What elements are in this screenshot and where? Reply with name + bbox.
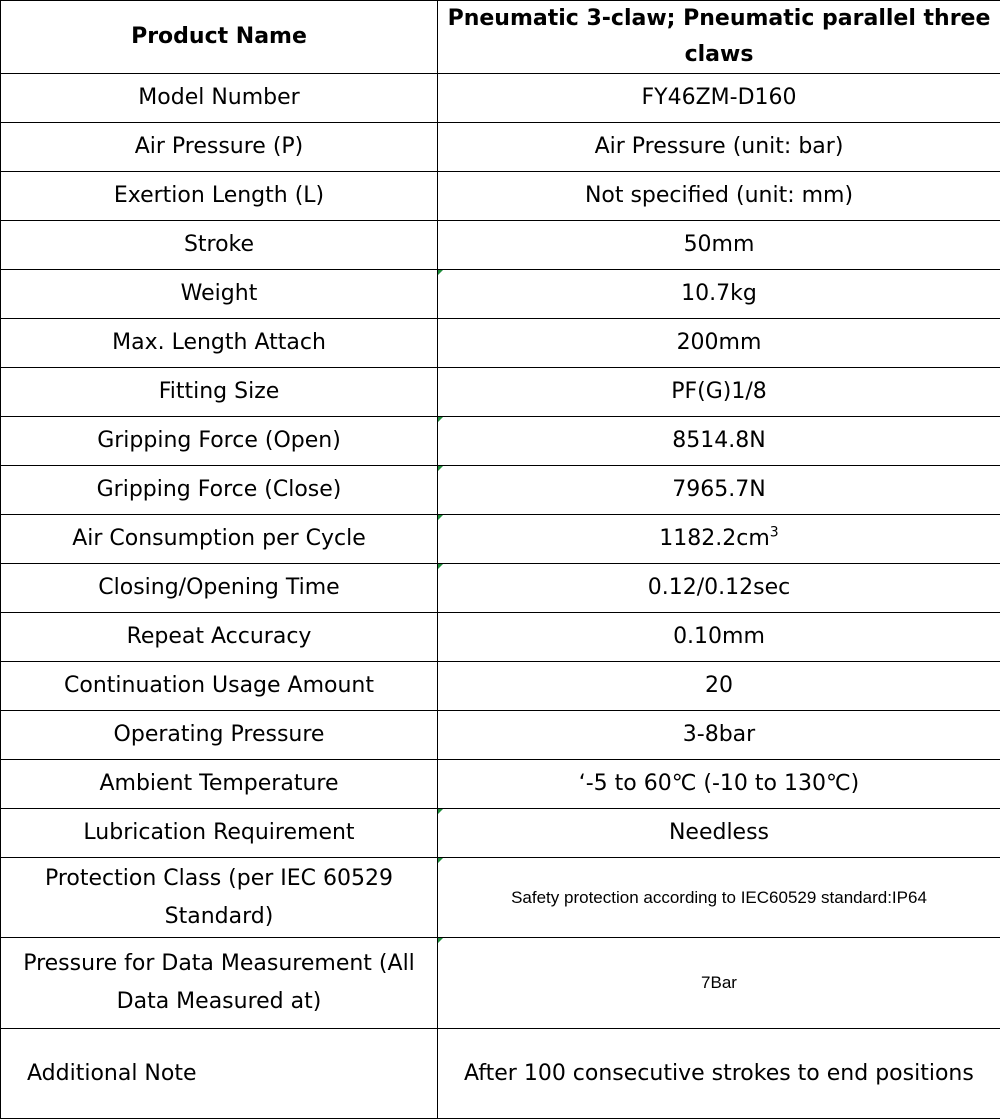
table-row [1,466,1000,515]
table-row [1,368,1000,417]
row-label: Protection Class (per IEC 60529 Standard) [1,858,438,938]
table-row [1,515,1000,564]
row-value: 50mm [438,221,1000,270]
table-row [1,221,1000,270]
table-row [1,123,1000,172]
table-row [1,809,1000,858]
row-value [438,515,1000,564]
table-header-row [1,1,1000,74]
row-label: Closing/Opening Time [1,564,438,613]
row-label: Operating Pressure [1,711,438,760]
row-value: ‘-5 to 60℃ (-10 to 130℃) [438,760,1000,809]
row-value: 200mm [438,319,1000,368]
row-label: Gripping Force (Close) [1,466,438,515]
row-label: Lubrication Requirement [1,809,438,858]
row-value: After 100 consecutive strokes to end positions [438,1029,1000,1119]
row-value-text: 1182.2cm [659,526,770,551]
table-row [1,760,1000,809]
row-value: 0.12/0.12sec [438,564,1000,613]
row-value: Air Pressure (unit: bar) [438,123,1000,172]
header-value-cell: Pneumatic 3-claw; Pneumatic parallel three claws [438,1,1000,74]
row-value: PF(G)1/8 [438,368,1000,417]
table-row [1,613,1000,662]
table-row [1,319,1000,368]
row-value: 20 [438,662,1000,711]
row-label: Gripping Force (Open) [1,417,438,466]
table-row [1,270,1000,319]
row-value: 7965.7N [438,466,1000,515]
table-row [1,172,1000,221]
row-label: Repeat Accuracy [1,613,438,662]
row-label: Air Pressure (P) [1,123,438,172]
row-value: 10.7kg [438,270,1000,319]
row-label: Model Number [1,74,438,123]
row-value: 7Bar [438,938,1000,1029]
row-label: Max. Length Attach [1,319,438,368]
table-row [1,711,1000,760]
row-value: 0.10mm [438,613,1000,662]
table-row [1,662,1000,711]
row-label: Stroke [1,221,438,270]
row-label: Exertion Length (L) [1,172,438,221]
row-label: Continuation Usage Amount [1,662,438,711]
table-row [1,417,1000,466]
row-label: Fitting Size [1,368,438,417]
row-value: Safety protection according to IEC60529 standard:IP64 [438,858,1000,938]
table-row [1,938,1000,1029]
table-row [1,74,1000,123]
row-label: Weight [1,270,438,319]
row-value: FY46ZM-D160 [438,74,1000,123]
table-row [1,564,1000,613]
row-value: Not specified (unit: mm) [438,172,1000,221]
header-label-cell: Product Name [1,1,438,74]
row-label: Additional Note [1,1029,438,1119]
row-value: 8514.8N [438,417,1000,466]
row-label: Pressure for Data Measurement (All Data Measured at) [1,938,438,1029]
unit-superscript: 3 [769,524,779,541]
table-row-note [1,1029,1000,1119]
row-label: Ambient Temperature [1,760,438,809]
row-label: Air Consumption per Cycle [1,515,438,564]
row-value: 3-8bar [438,711,1000,760]
table-row [1,858,1000,938]
row-value: Needless [438,809,1000,858]
